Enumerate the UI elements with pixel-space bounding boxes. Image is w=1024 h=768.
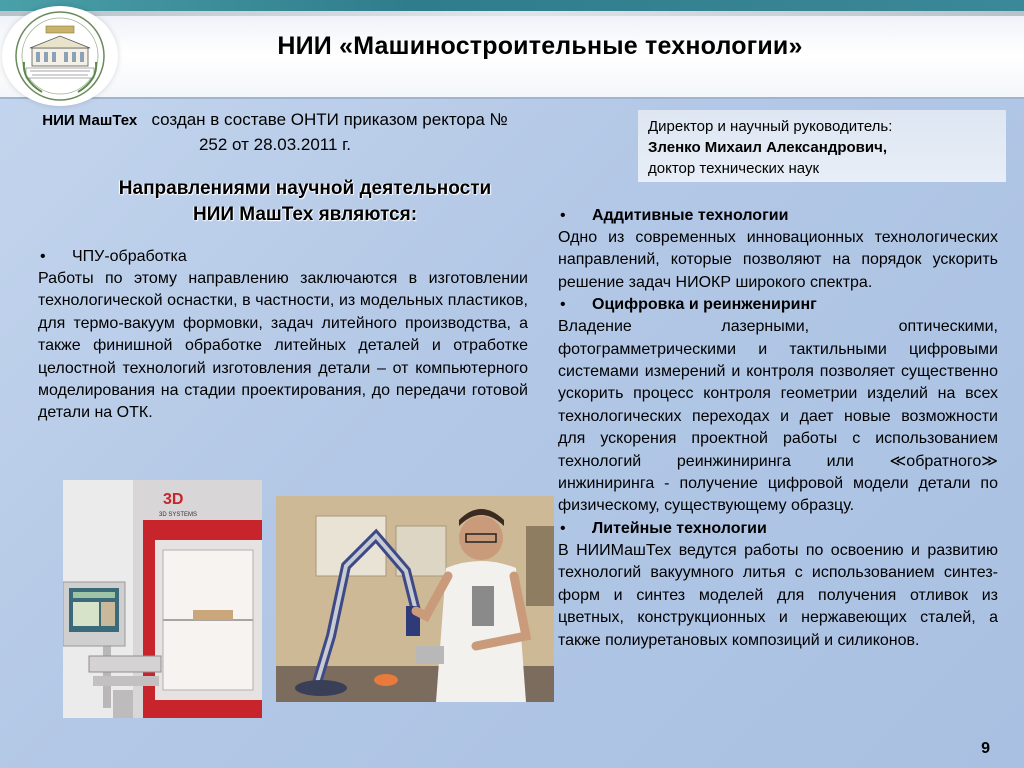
direction-title: ЧПУ-обработка [72, 248, 187, 265]
direction-text: Одно из современных инновационных технологических направлений, которые позволяют на порядок ускорить решение задач НИОКР широкого спектра. [558, 229, 998, 291]
logo-emblem-icon [2, 6, 118, 106]
header-divider [0, 97, 1024, 99]
direction-title: Литейные технологии [592, 519, 767, 537]
director-role: Директор и научный руководитель: [648, 118, 893, 135]
directions-heading-line2: НИИ МашТех являются: [192, 204, 418, 225]
printer-brand-label: 3D SYSTEMS [159, 512, 198, 518]
direction-title: Аддитивные технологии [592, 207, 789, 224]
printer-photo-icon [63, 480, 262, 718]
directions-heading-line1: Направлениями научной деятельности [118, 178, 492, 199]
bullet-icon: • [560, 207, 566, 224]
svg-text:3D: 3D [163, 491, 184, 508]
right-directions-list [558, 205, 998, 652]
directions-heading [40, 176, 570, 228]
director-box [638, 110, 1006, 182]
photo-3d-printer [63, 480, 262, 718]
bullet-icon: • [560, 296, 566, 314]
intro-description: создан в составе ОНТИ приказом ректора № 252 от 28.03.2011 г. [151, 110, 508, 154]
intro-text [40, 108, 510, 157]
left-directions-list [38, 246, 528, 425]
direction-text: Владение лазерными, оптическими, фотограмметрическими и тактильными цифровыми системами измерений и контроля позволяет существенно ускорить процесс контроля геометрии изделий на всех технологических переходах и дает новые возможности для ускорения проектной работы с использованием технологий реинжиниринга или ≪обратного≫ инжиниринга - получение цифровой модели детали по физическому, существующему образцу. [558, 318, 998, 515]
page-title: НИИ «Машиностроительные технологии» [277, 32, 803, 60]
director-name: Зленко Михаил Александрович, [648, 139, 887, 156]
photo-measuring-arm [276, 496, 554, 702]
bullet-icon: • [40, 248, 46, 265]
direction-text: В НИИМашТех ведутся работы по освоению и развитию технологий вакуумного литья с использованием синтез-форм и синтез моделей для получения отливок из цветных, конструкционных и нержавеющих сталей, а также полиуретановых композиций и силиконов. [558, 541, 998, 649]
bullet-icon: • [560, 519, 566, 537]
header-top-stripe [0, 0, 1024, 16]
direction-item-casting [558, 518, 998, 540]
direction-item-digitization [558, 294, 998, 316]
direction-title: Оцифровка и реинжениринг [592, 296, 817, 314]
direction-item-cnc [38, 246, 528, 268]
director-degree: доктор технических наук [648, 160, 820, 177]
direction-text: Работы по этому направлению заключаются в изготовлении технологической оснастки, в частности, из модельных пластиков, для термо-вакуум формовки, задач литейного производства, а также финишной обработке литейных деталей и отработке целостной технологий изготовления детали – от компьютерного моделирования на стадии проектирования, до передачи готовой детали на ОТК. [38, 270, 528, 422]
direction-item-additive [558, 205, 998, 227]
university-logo [2, 6, 118, 106]
measuring-arm-photo-icon [276, 496, 554, 702]
page-number: 9 [981, 740, 990, 757]
org-short-name: НИИ МашТех [42, 112, 138, 129]
